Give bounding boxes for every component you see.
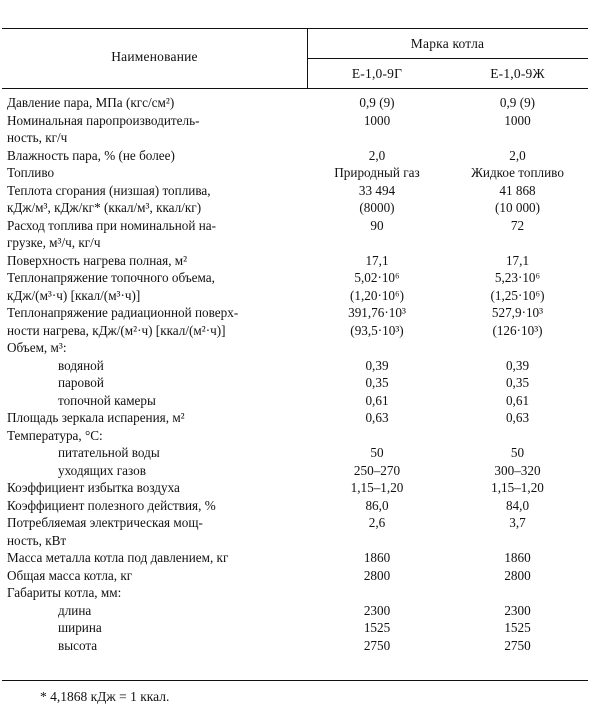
value-line: 3,7 bbox=[509, 515, 526, 530]
value-cell-model-2 bbox=[447, 357, 588, 375]
row-label bbox=[2, 637, 307, 655]
table-row bbox=[2, 94, 588, 112]
row-label-line: паровой bbox=[58, 375, 104, 390]
value-line: (126·10³) bbox=[492, 322, 543, 338]
value-cell-model-1 bbox=[307, 479, 447, 497]
row-label bbox=[2, 497, 307, 515]
table-bottom-rule bbox=[2, 680, 588, 681]
value-line: 0,35 bbox=[505, 375, 530, 390]
row-label-line: ность, кг/ч bbox=[7, 130, 68, 145]
table-row bbox=[2, 462, 588, 480]
value-line: 1860 bbox=[504, 550, 531, 565]
table-row bbox=[2, 584, 588, 602]
value-cell-model-1 bbox=[307, 567, 447, 585]
table-row bbox=[2, 497, 588, 515]
row-label-line: Номинальная паропроизводитель- bbox=[7, 112, 200, 128]
row-label-line: высота bbox=[58, 637, 98, 653]
value-cell-model-2 bbox=[447, 269, 588, 304]
row-label-line: Теплонапряжение радиационной поверх- bbox=[7, 305, 239, 320]
row-label-line: Коэффициент избытка воздуха bbox=[7, 480, 180, 495]
value-cell-model-2 bbox=[447, 182, 588, 217]
row-label-line: Масса металла котла под давлением, кг bbox=[7, 550, 229, 565]
row-label-line: ность, кВт bbox=[7, 532, 67, 548]
value-line: 2800 bbox=[363, 567, 391, 583]
value-cell-model-1 bbox=[307, 514, 447, 549]
value-line: 41 868 bbox=[499, 182, 536, 198]
row-label bbox=[2, 514, 307, 549]
row-label-line: уходящих газов bbox=[58, 462, 146, 478]
value-cell-model-1 bbox=[307, 357, 447, 375]
value-line: 86,0 bbox=[365, 497, 389, 513]
row-label bbox=[2, 444, 307, 462]
value-line: 300–320 bbox=[494, 462, 541, 478]
row-label-line: Габариты котла, мм: bbox=[7, 585, 122, 600]
value-cell-model-2 bbox=[447, 462, 588, 480]
value-line: 0,9 (9) bbox=[359, 95, 395, 110]
value-line: (1,20·10⁶) bbox=[349, 287, 405, 303]
value-cell-model-1 bbox=[307, 164, 447, 182]
row-label-line: Коэффициент полезного действия, % bbox=[7, 497, 216, 513]
row-label bbox=[2, 602, 307, 620]
value-line: 1000 bbox=[363, 112, 391, 128]
value-cell-model-1 bbox=[307, 392, 447, 410]
value-cell-model-2 bbox=[447, 497, 588, 515]
value-cell-model-2 bbox=[447, 409, 588, 427]
row-label bbox=[2, 584, 307, 602]
value-cell-model-2 bbox=[447, 567, 588, 585]
column-header-model-1: Е-1,0-9Г bbox=[351, 66, 403, 81]
table-row bbox=[2, 339, 588, 357]
row-label-line: кДж/(м³·ч) [ккал/(м³·ч)] bbox=[7, 287, 141, 303]
value-line: 5,02·10⁶ bbox=[354, 270, 400, 285]
value-cell-model-1 bbox=[307, 374, 447, 392]
table-row bbox=[2, 217, 588, 252]
header-bottom-rule bbox=[2, 88, 588, 89]
value-cell-model-1 bbox=[307, 304, 447, 339]
row-label bbox=[2, 164, 307, 182]
table-row bbox=[2, 357, 588, 375]
table-row bbox=[2, 164, 588, 182]
value-cell-model-2 bbox=[447, 602, 588, 620]
value-line: 2,0 bbox=[509, 147, 526, 163]
row-label-line: ности нагрева, кДж/(м²·ч) [ккал/(м²·ч)] bbox=[7, 322, 226, 338]
row-label bbox=[2, 112, 307, 147]
value-cell-model-1 bbox=[307, 269, 447, 304]
row-label-line: Температура, °С: bbox=[7, 427, 103, 443]
column-header-brand: Марка котла bbox=[410, 36, 485, 51]
value-line bbox=[447, 339, 588, 357]
value-cell-model-1 bbox=[307, 602, 447, 620]
table-row bbox=[2, 514, 588, 549]
row-label-line: Объем, м³: bbox=[7, 340, 67, 355]
row-label-line: топочной камеры bbox=[58, 392, 156, 408]
value-cell-model-2 bbox=[447, 217, 588, 252]
column-header-model-2: Е-1,0-9Ж bbox=[490, 66, 545, 81]
table-row bbox=[2, 409, 588, 427]
value-line: 0,61 bbox=[505, 392, 530, 408]
value-line bbox=[447, 427, 588, 445]
row-label bbox=[2, 567, 307, 585]
row-label bbox=[2, 304, 307, 339]
value-cell-model-1 bbox=[307, 112, 447, 147]
row-label bbox=[2, 357, 307, 375]
value-line: 2,0 bbox=[368, 147, 386, 163]
value-line: 2750 bbox=[504, 637, 531, 653]
value-cell-model-2 bbox=[447, 112, 588, 147]
value-cell-model-2 bbox=[447, 339, 588, 357]
value-cell-model-1 bbox=[307, 462, 447, 480]
value-line: 50 bbox=[510, 445, 525, 460]
value-line: 0,39 bbox=[505, 357, 530, 373]
value-line: 527,9·10³ bbox=[491, 305, 544, 320]
table-row bbox=[2, 374, 588, 392]
value-cell-model-1 bbox=[307, 252, 447, 270]
value-cell-model-2 bbox=[447, 374, 588, 392]
value-cell-model-1 bbox=[307, 549, 447, 567]
value-cell-model-1 bbox=[307, 637, 447, 655]
value-cell-model-2 bbox=[447, 164, 588, 182]
value-line: 0,63 bbox=[505, 410, 530, 425]
value-cell-model-1 bbox=[307, 339, 447, 357]
value-cell-model-2 bbox=[447, 94, 588, 112]
value-cell-model-1 bbox=[307, 147, 447, 165]
row-label-line: длина bbox=[58, 602, 92, 618]
value-line bbox=[307, 427, 447, 445]
value-line: 2750 bbox=[363, 637, 391, 653]
value-line: (93,5·10³) bbox=[350, 322, 404, 338]
row-label bbox=[2, 217, 307, 252]
table-row bbox=[2, 427, 588, 445]
value-line: (10 000) bbox=[494, 200, 541, 215]
table-body bbox=[2, 94, 588, 654]
brand-header-rule bbox=[307, 58, 588, 59]
value-cell-model-1 bbox=[307, 182, 447, 217]
value-cell-model-2 bbox=[447, 514, 588, 549]
value-line: 1525 bbox=[504, 620, 531, 635]
row-label bbox=[2, 147, 307, 165]
value-cell-model-2 bbox=[447, 427, 588, 445]
value-cell-model-1 bbox=[307, 217, 447, 252]
value-line: 391,76·10³ bbox=[348, 305, 406, 320]
row-label-line: водяной bbox=[58, 357, 104, 373]
table-row bbox=[2, 182, 588, 217]
value-line bbox=[307, 339, 447, 357]
row-label bbox=[2, 549, 307, 567]
row-label-line: Влажность пара, % (не более) bbox=[7, 147, 175, 163]
value-line: 1000 bbox=[504, 112, 531, 128]
table-row bbox=[2, 252, 588, 270]
row-label-line: Потребляемая электрическая мощ- bbox=[7, 515, 203, 530]
row-label-line: Теплонапряжение топочного объема, bbox=[7, 270, 215, 285]
value-cell-model-2 bbox=[447, 304, 588, 339]
table-row bbox=[2, 637, 588, 655]
value-line: Природный газ bbox=[334, 165, 420, 180]
table-row bbox=[2, 147, 588, 165]
row-label bbox=[2, 269, 307, 304]
value-line: 2300 bbox=[363, 602, 391, 618]
row-label-line: грузке, м³/ч, кг/ч bbox=[7, 235, 101, 250]
footnote: * 4,1868 кДж = 1 ккал. bbox=[40, 689, 170, 704]
row-label bbox=[2, 427, 307, 445]
value-line: 2,6 bbox=[368, 515, 386, 530]
row-label bbox=[2, 374, 307, 392]
value-line: 1525 bbox=[363, 620, 391, 635]
row-label bbox=[2, 182, 307, 217]
value-cell-model-2 bbox=[447, 619, 588, 637]
value-cell-model-1 bbox=[307, 409, 447, 427]
row-label-line: Теплота сгорания (низшая) топлива, bbox=[7, 182, 211, 198]
row-label-line: Расход топлива при номинальной на- bbox=[7, 217, 216, 233]
table-row bbox=[2, 602, 588, 620]
value-line: 0,39 bbox=[365, 357, 389, 373]
value-line: 90 bbox=[370, 217, 384, 233]
value-line: 1860 bbox=[363, 550, 391, 565]
value-line: 84,0 bbox=[505, 497, 530, 513]
table-row bbox=[2, 269, 588, 304]
table-row bbox=[2, 549, 588, 567]
row-label-line: Поверхность нагрева полная, м² bbox=[7, 252, 188, 268]
value-line: 5,23·10⁶ bbox=[494, 270, 541, 285]
row-label-line: Общая масса котла, кг bbox=[7, 567, 133, 583]
value-line: 17,1 bbox=[365, 252, 389, 268]
value-line: 0,9 (9) bbox=[499, 95, 536, 110]
value-line: 50 bbox=[370, 445, 384, 460]
row-label-line: питательной воды bbox=[58, 445, 160, 460]
row-label bbox=[2, 339, 307, 357]
value-line: 0,61 bbox=[365, 392, 389, 408]
value-line: 33 494 bbox=[358, 182, 396, 198]
value-cell-model-2 bbox=[447, 584, 588, 602]
row-label bbox=[2, 619, 307, 637]
value-cell-model-1 bbox=[307, 444, 447, 462]
row-label bbox=[2, 409, 307, 427]
row-label bbox=[2, 462, 307, 480]
row-label-line: Площадь зеркала испарения, м² bbox=[7, 410, 185, 425]
row-label bbox=[2, 252, 307, 270]
value-line: 1,15–1,20 bbox=[350, 480, 404, 495]
row-label-line: Давление пара, МПа (кгс/см²) bbox=[7, 95, 175, 110]
value-cell-model-1 bbox=[307, 94, 447, 112]
value-cell-model-2 bbox=[447, 637, 588, 655]
value-line: (1,25·10⁶) bbox=[490, 287, 545, 303]
row-label-line: кДж/м³, кДж/кг* (ккал/м³, ккал/кг) bbox=[7, 200, 202, 215]
value-cell-model-2 bbox=[447, 252, 588, 270]
value-line bbox=[307, 584, 447, 602]
value-line: 250–270 bbox=[353, 462, 401, 478]
table-row bbox=[2, 304, 588, 339]
value-cell-model-2 bbox=[447, 147, 588, 165]
row-label bbox=[2, 94, 307, 112]
value-line: 0,35 bbox=[365, 375, 389, 390]
row-label bbox=[2, 392, 307, 410]
value-cell-model-2 bbox=[447, 392, 588, 410]
value-cell-model-2 bbox=[447, 444, 588, 462]
value-line: 2300 bbox=[504, 602, 531, 618]
value-cell-model-1 bbox=[307, 619, 447, 637]
table-row bbox=[2, 567, 588, 585]
table-row bbox=[2, 479, 588, 497]
value-line: 2800 bbox=[504, 567, 531, 583]
row-label-line: Топливо bbox=[7, 165, 55, 180]
value-cell-model-1 bbox=[307, 584, 447, 602]
value-line: 0,63 bbox=[365, 410, 389, 425]
table-top-rule bbox=[2, 28, 588, 29]
column-header-name: Наименование bbox=[111, 49, 198, 64]
value-cell-model-1 bbox=[307, 497, 447, 515]
value-line: 17,1 bbox=[505, 252, 530, 268]
row-label bbox=[2, 479, 307, 497]
value-cell-model-1 bbox=[307, 427, 447, 445]
value-line: 1,15–1,20 bbox=[491, 480, 544, 495]
value-line: Жидкое топливо bbox=[471, 165, 564, 180]
value-line: 72 bbox=[510, 217, 525, 233]
table-row bbox=[2, 444, 588, 462]
value-cell-model-2 bbox=[447, 479, 588, 497]
row-label-line: ширина bbox=[58, 620, 102, 635]
value-line: (8000) bbox=[359, 200, 395, 215]
value-line bbox=[447, 584, 588, 602]
table-row bbox=[2, 619, 588, 637]
table-row bbox=[2, 112, 588, 147]
value-cell-model-2 bbox=[447, 549, 588, 567]
table-row bbox=[2, 392, 588, 410]
